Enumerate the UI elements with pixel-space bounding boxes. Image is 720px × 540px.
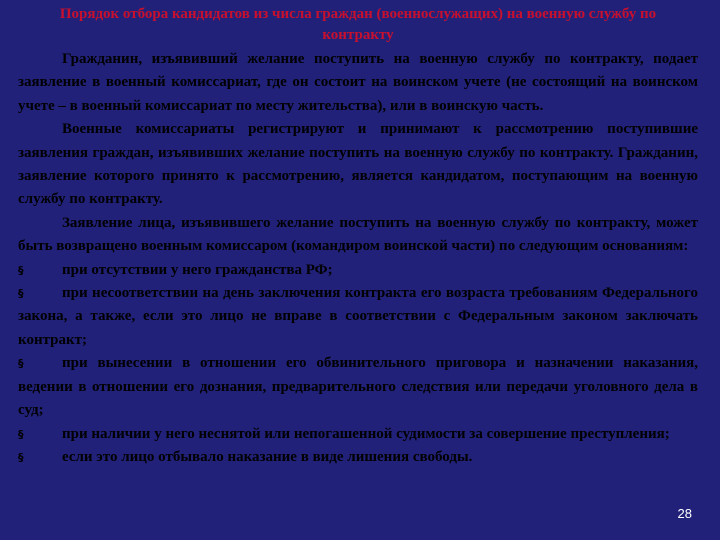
page-number: 28 (677, 506, 692, 521)
bullet-marker-icon: § (18, 357, 24, 371)
bullet-text: при наличии у него неснятой или непогашенной судимости за совершение преступления; (62, 425, 670, 442)
bullet-item (18, 446, 698, 469)
bullet-marker-icon: § (18, 287, 24, 301)
bullet-marker-icon: § (18, 450, 24, 464)
bullet-text: при отсутствии у него гражданства РФ; (62, 261, 333, 278)
bullet-item (18, 352, 698, 422)
bullet-text: при вынесении в отношении его обвинительного приговора и назначении наказания, ведении в отношении его дознания, предварительного следствия или передачи уголовного дела в суд; (18, 355, 698, 419)
bullet-item (18, 282, 698, 352)
paragraph-1: Гражданин, изъявивший желание поступить на военную службу по контракту, подает заявление в военный комиссариат, где он состоит на воинском учете (не состоящий на воинском учете – в военный комиссариат по месту жительства), или в воинскую часть. (18, 51, 698, 114)
slide-content (18, 4, 698, 469)
bullet-item (18, 259, 698, 282)
bullet-item (18, 423, 698, 446)
bullet-marker-icon: § (18, 263, 24, 277)
bullet-text: при несоответствии на день заключения контракта его возраста требованиям Федерального закона, а также, если это лицо не вправе в соответствии с Федеральным законом заключать контракт; (18, 285, 698, 348)
bullet-marker-icon: § (18, 427, 24, 441)
slide-title: Порядок отбора кандидатов из числа граждан (военнослужащих) на военную службу по контракту (59, 6, 657, 43)
paragraph-2: Военные комиссариаты регистрируют и принимают к рассмотрению поступившие заявления граждан, изъявивших желание поступить на военную службу по контракту. Гражданин, заявление которого принято к рассмотрению, является кандидатом, поступающим на военную службу по контракту. (18, 121, 698, 208)
bullet-text: если это лицо отбывало наказание в виде лишения свободы. (62, 448, 473, 465)
paragraph-3: Заявление лица, изъявившего желание поступить на военную службу по контракту, может быть возвращено военным комиссаром (командиром воинской части) по следующим основаниям: (18, 214, 698, 255)
